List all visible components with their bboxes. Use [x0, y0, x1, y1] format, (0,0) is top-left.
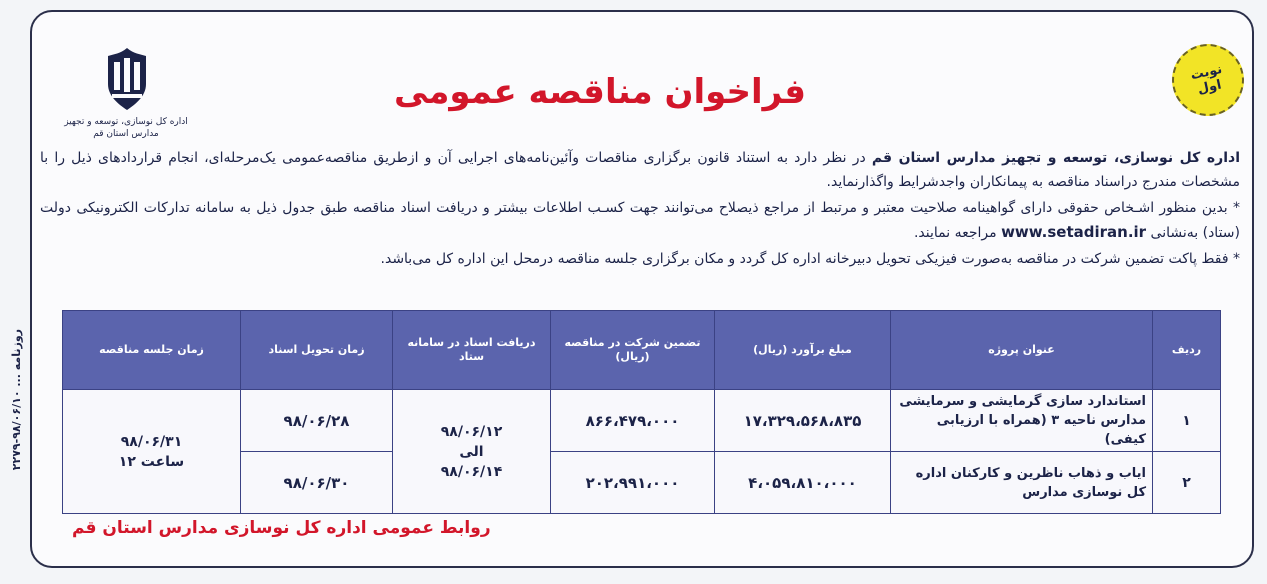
cell-guarantee: ۸۶۶،۴۷۹،۰۰۰ [551, 390, 715, 452]
header-deliver-docs: زمان تحویل اسناد [241, 311, 393, 390]
side-note [4, 250, 28, 550]
cell-session [63, 390, 241, 514]
receive-from: ۹۸/۰۶/۱۲ [440, 423, 503, 440]
table-row [63, 390, 1221, 452]
notice-body [40, 146, 1240, 273]
cell-estimate: ۱۷،۳۲۹،۵۶۸،۸۳۵ [715, 390, 891, 452]
header-estimate: مبلغ برآورد (ریال) [715, 311, 891, 390]
cell-deliver-docs: ۹۸/۰۶/۳۰ [241, 452, 393, 514]
setad-website-link[interactable]: www.setadiran.ir [1001, 223, 1147, 241]
org-caption: اداره کل نوسازی، توسعه و تجهیز مدارس استان قم [64, 117, 188, 139]
session-time: ساعت ۱۲ [118, 453, 185, 470]
table-header-row [63, 311, 1221, 390]
header-guarantee: تضمین شرکت در مناقصه (ریال) [551, 311, 715, 390]
session-date: ۹۸/۰۶/۳۱ [120, 433, 183, 450]
paragraph-1 [40, 146, 1240, 194]
paragraph-2 [40, 196, 1240, 245]
badge-line2: اول [1196, 77, 1223, 98]
side-note-text: روزنامه ... ۹۸/۰۶/۱۰-۲۲۷۹ [9, 329, 23, 471]
cell-row-number: ۲ [1153, 452, 1221, 514]
footer-public-relations: روابط عمومی اداره کل نوسازی مدارس استان قم [72, 518, 491, 538]
lead-organization: اداره کل نوسازی، توسعه و تجهیز مدارس استان قم [871, 150, 1240, 166]
paragraph-3: * فقط پاکت تضمین شرکت در مناقصه به‌صورت فیزیکی تحویل دبیرخانه اداره کل گردد و مکان برگزاری جلسه مناقصه درمحل این اداره کل می‌باشد. [380, 251, 1240, 267]
paragraph-2-text-b: مراجعه نمایند. [913, 225, 1002, 241]
org-logo-icon [92, 44, 162, 114]
header-receive-docs: دریافت اسناد در سامانه ستاد [393, 311, 551, 390]
receive-to: ۹۸/۰۶/۱۴ [440, 463, 503, 480]
cell-estimate: ۴،۰۵۹،۸۱۰،۰۰۰ [715, 452, 891, 514]
cell-receive-docs [393, 390, 551, 514]
cell-guarantee: ۲۰۲،۹۹۱،۰۰۰ [551, 452, 715, 514]
cell-project: ایاب و ذهاب ناظرین و کارکنان اداره کل نوسازی مدارس [891, 452, 1153, 514]
header-row-number: ردیف [1153, 311, 1221, 390]
badge-line1: نوبت [1189, 62, 1224, 84]
cell-row-number: ۱ [1153, 390, 1221, 452]
header-project: عنوان پروژه [891, 311, 1153, 390]
cell-project: استاندارد سازی گرمایشی و سرمایشی مدارس ناحیه ۳ (همراه با ارزیابی کیفی) [891, 390, 1153, 452]
paragraph-1-text: در نظر دارد به استناد قانون برگزاری مناقصات وآئین‌نامه‌های اجرایی آن و ازطریق مناقصه‌عمومی یک‌مرحله‌ای، انجام قراردادهای ذیل را با مشخصات مندرج دراسناد مناقصه به پیمانکاران واجدشرایط واگذارنماید. [40, 150, 1240, 190]
paragraph-2-text-a: * بدین منظور اشـخاص حقوقی دارای گواهینامه صلاحیت معتبر و مرتبط از مراجع ذیصلاح می‌توانند جهت کسـب اطلاعات بیشتر و دریافت اسناد مناقصه طبق جدول ذیل به سامانه تدارکات الکترونیکی دولت (ستاد) به‌نشانی [40, 200, 1240, 241]
cell-deliver-docs: ۹۸/۰۶/۲۸ [241, 390, 393, 452]
notice-title: فراخوان مناقصه عمومی [393, 72, 807, 112]
receive-mid: الی [459, 443, 484, 460]
header-session: زمان جلسه مناقصه [63, 311, 241, 390]
tender-table [62, 310, 1221, 514]
